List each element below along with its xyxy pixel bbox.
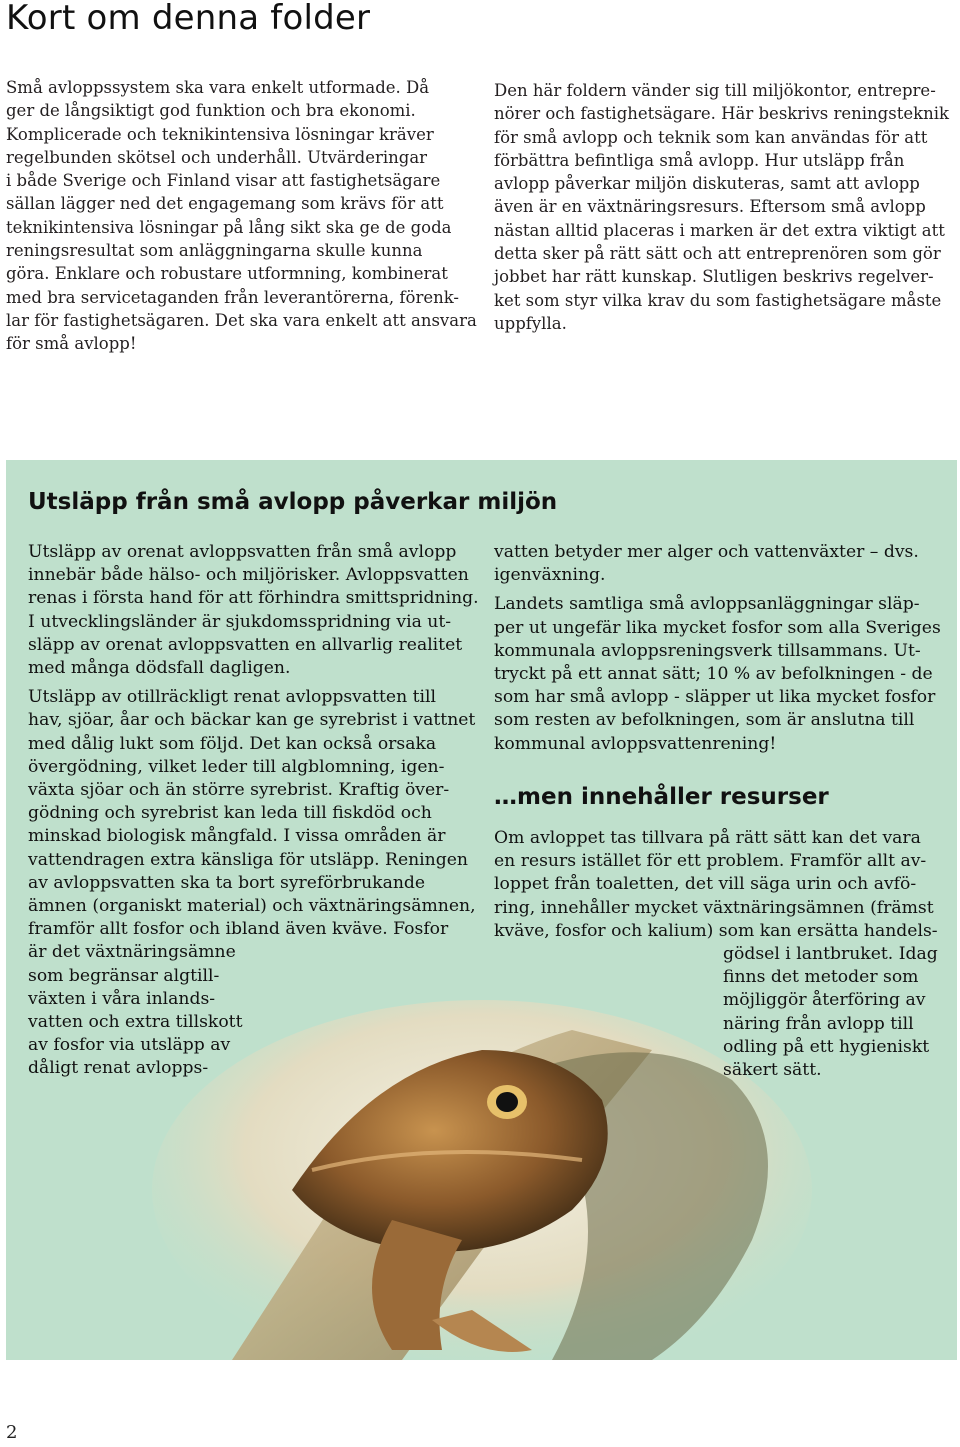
page-title: Kort om denna folder — [6, 0, 371, 38]
text-line: en resurs istället för ett problem. Framför allt av- — [494, 851, 927, 872]
subsection-title: …men innehåller resurser — [494, 784, 829, 810]
text-line: Små avloppssystem ska vara enkelt utformade. Då — [6, 78, 430, 97]
text-line: släpp av orenat avloppsvatten en allvarlig realitet — [28, 634, 463, 655]
text-line: ger de långsiktigt god funktion och bra ekonomi. — [6, 101, 416, 121]
text-line: lar för fastighetsägaren. Det ska vara enkelt att ansvara — [6, 310, 477, 330]
text-line: uppfylla. — [494, 313, 567, 333]
text-line: kväve, fosfor och kalium) som kan ersätta handels- — [494, 920, 938, 941]
text-line: regelbunden skötsel och underhåll. Utvärderingar — [6, 147, 428, 167]
text-line: även är en växtnäringsresurs. Eftersom små avlopp — [494, 197, 926, 217]
text-line: finns det metoder som — [723, 967, 919, 988]
text-line: Den här foldern vänder sig till miljökontor, entrepre- — [494, 81, 936, 100]
box-right-column-resources — [494, 827, 949, 1082]
section-title: Utsläpp från små avlopp påverkar miljön — [28, 489, 558, 515]
text-line: per ut ungefär lika mycket fosfor som alla Sveriges — [494, 617, 941, 638]
text-line: Landets samtliga små avloppsanläggningar släp- — [494, 594, 920, 615]
page-number: 2 — [6, 1422, 18, 1443]
text-line: växten i våra inlands- — [28, 988, 216, 1009]
text-line: I utvecklingsländer är sjukdomsspridning via ut- — [28, 611, 452, 632]
text-line: nörer och fastighetsägare. Här beskrivs reningsteknik — [494, 104, 949, 124]
text-line: kommunala avloppsreningsverk tillsammans. Ut- — [494, 640, 921, 661]
text-line: som begränsar algtill- — [28, 965, 220, 986]
text-line: reningsresultat som anläggningarna skulle kunna — [6, 241, 423, 261]
text-line: Komplicerade och teknikintensiva lösningar kräver — [6, 124, 434, 144]
text-line: ket som styr vilka krav du som fastighetsägare måste — [494, 290, 942, 310]
frog-pupil — [496, 1092, 518, 1112]
text-line: renas i första hand för att förhindra smittspridning. — [28, 588, 479, 609]
text-line: jobbet har rätt kunskap. Slutligen beskrivs regelver- — [494, 267, 934, 287]
text-line: är det växtnäringsämne — [28, 942, 236, 963]
text-line: övergödning, vilket leder till algblomning, igen- — [28, 756, 445, 777]
text-line: loppet från toaletten, det vill säga urin och avfö- — [494, 874, 917, 895]
text-line: igenväxning. — [494, 565, 606, 586]
text-line: Utsläpp av orenat avloppsvatten från små avlopp — [28, 542, 457, 562]
text-line: göra. Enklare och robustare utformning, kombinerat — [6, 264, 448, 284]
text-line: hav, sjöar, åar och bäckar kan ge syrebrist i vattnet — [28, 710, 476, 731]
text-line: med många dödsfall dagligen. — [28, 658, 291, 679]
text-line: odling på ett hygieniskt — [723, 1036, 930, 1057]
text-line: av fosfor via utsläpp av — [28, 1035, 231, 1056]
text-line: för små avlopp! — [6, 334, 137, 354]
text-line: kommunal avloppsvattenrening! — [494, 733, 777, 754]
text-line: Om avloppet tas tillvara på rätt sätt kan det vara — [494, 828, 921, 848]
info-box — [6, 460, 957, 1360]
text-line: som resten av befolkningen, som är anslutna till — [494, 710, 915, 731]
text-line: gödning och syrebrist kan leda till fiskdöd och — [28, 803, 432, 824]
text-line: med dålig lukt som följd. Det kan också orsaka — [28, 733, 437, 754]
text-line: säkert sätt. — [723, 1060, 822, 1081]
intro-left-column — [6, 76, 476, 356]
text-line: tryckt på ett annat sätt; 10 % av befolkningen - de — [494, 664, 933, 685]
text-line: innebär både hälso- och miljörisker. Avloppsvatten — [28, 565, 469, 586]
text-line: näring från avlopp till — [723, 1013, 914, 1034]
text-line: av avloppsvatten ska ta bort syreförbrukande — [28, 872, 426, 893]
text-line: möjliggör återföring av — [723, 990, 926, 1011]
text-line: sällan lägger ned det engagemang som krävs för att — [6, 194, 444, 214]
text-line: förbättra befintliga små avlopp. Hur utsläpp från — [494, 150, 905, 170]
box-right-column — [494, 541, 949, 756]
text-line: ämnen (organiskt material) och växtnäringsämnen, — [28, 896, 476, 917]
intro-right-column — [494, 79, 954, 335]
text-line: som har små avlopp - släpper ut lika mycket fosfor — [494, 687, 936, 708]
text-line: med bra servicetaganden från leverantörerna, förenk- — [6, 287, 460, 307]
text-line: i både Sverige och Finland visar att fastighetsägare — [6, 171, 441, 191]
text-line: teknikintensiva lösningar på lång sikt ska ge de goda — [6, 217, 452, 237]
text-line: avlopp påverkar miljön diskuteras, samt att avlopp — [494, 174, 920, 194]
text-line: minskad biologisk mångfald. I vissa områden är — [28, 826, 446, 847]
text-line: växta sjöar och än större syrebrist. Kraftig över- — [28, 780, 450, 801]
text-line: gödsel i lantbruket. Idag — [723, 944, 938, 965]
text-line: dåligt renat avlopps- — [28, 1058, 209, 1079]
text-line: Utsläpp av otillräckligt renat avloppsvatten till — [28, 687, 437, 708]
text-line: vattendragen extra känsliga för utsläpp. Reningen — [28, 849, 468, 870]
text-line: ring, innehåller mycket växtnäringsämnen (främst — [494, 897, 934, 918]
text-line: framför allt fosfor och ibland även kväve. Fosfor — [28, 919, 449, 940]
text-line: för små avlopp och teknik som kan användas för att — [494, 127, 928, 147]
text-line: detta sker på rätt sätt och att entreprenören som gör — [494, 244, 941, 264]
box-left-column — [28, 541, 488, 1081]
text-line: nästan alltid placeras i marken är det extra viktigt att — [494, 220, 945, 240]
text-line: vatten betyder mer alger och vattenväxter – dvs. — [494, 542, 919, 562]
text-line: vatten och extra tillskott — [28, 1012, 243, 1033]
